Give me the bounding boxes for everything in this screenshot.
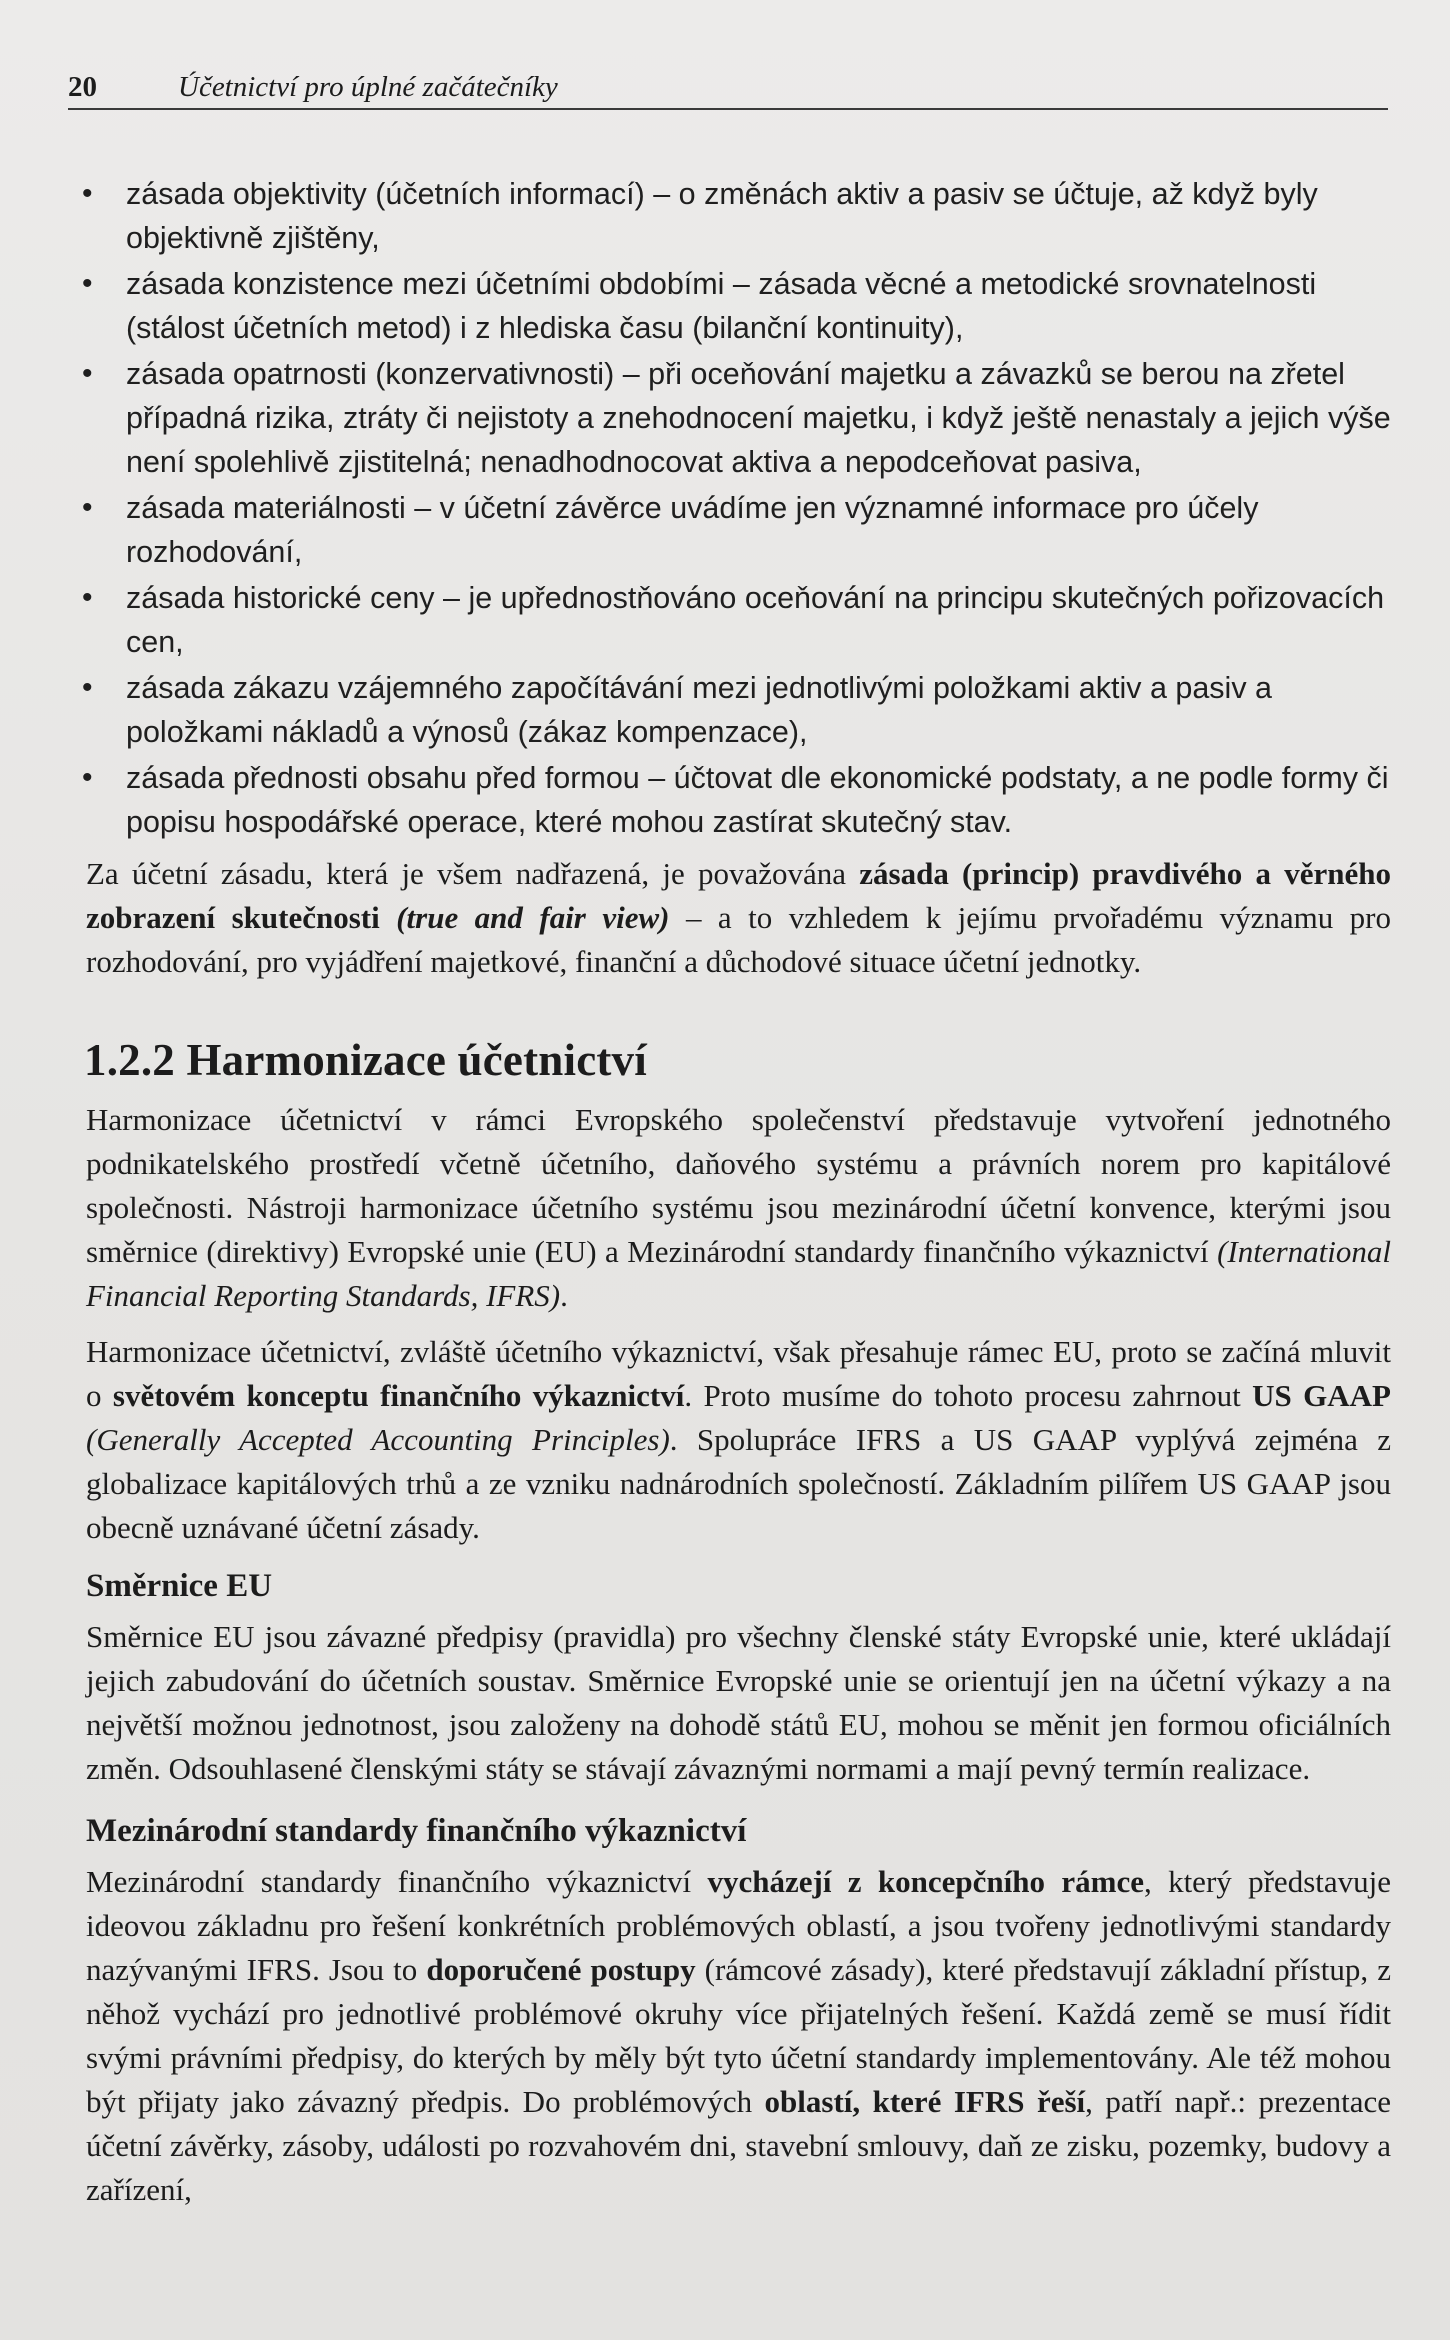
eu-directives-paragraph: Směrnice EU jsou závazné předpisy (pravidla) pro všechny členské státy Evropské unie, které ukládají jejich zabudování do účetních soustav. Směrnice Evropské unie se orientují jen na účetní výkazy a na největší možnou jednotnost, jsou založeny na dohodě států EU, mohou se měnit jen formou oficiálních změn. Odsouhlasené členskými státy se stávají závaznými normami a mají pevný termín realizace.	[86, 1619, 1391, 1786]
list-item: • zásada konzistence mezi účetními obdobími – zásada věcné a metodické srovnatelnosti (stálost účetních metod) i z hlediska času (bilanční kontinuity),	[86, 262, 1391, 350]
page-number: 20	[68, 71, 97, 103]
harmonization-paragraph-2: Harmonizace účetnictví, zvláště účetního výkaznictví, však přesahuje rámec EU, proto se začíná mluvit o světovém konceptu finančního výkaznictví. Proto musíme do tohoto procesu zahrnout US GAAP (Generally Accepted Accounting Principles). Spolupráce IFRS a US GAAP vyplývá zejména z globalizace kapitálových trhů a ze vzniku nadnárodních společností. Základním pilířem US GAAP jsou obecně uznávané účetní zásady.	[86, 1334, 1391, 1545]
section-heading: 1.2.2 Harmonizace účetnictví	[84, 1035, 647, 1085]
bullet-icon: •	[82, 761, 93, 794]
list-item: • zásada zákazu vzájemného započítávání mezi jednotlivými položkami aktiv a pasiv a položkami nákladů a výnosů (zákaz kompenzace),	[86, 666, 1391, 754]
list-item: • zásada přednosti obsahu před formou – účtovat dle ekonomické podstaty, a ne podle formy či popisu hospodářské operace, které mohou zastírat skutečný stav.	[86, 756, 1391, 844]
bullet-icon: •	[82, 491, 93, 524]
page-header	[68, 70, 1388, 110]
bullet-icon: •	[82, 357, 93, 390]
true-fair-view-paragraph: Za účetní zásadu, která je všem nadřazená, je považována zásada (princip) pravdivého a věrného zobrazení skutečnosti (true and fair view) – a to vzhledem k jejímu prvořadému významu pro rozhodování, pro vyjádření majetkové, finanční a důchodové situace účetní jednotky.	[86, 856, 1392, 979]
running-title: Účetnictví pro úplné začátečníky	[178, 71, 558, 103]
subheading-ifrs: Mezinárodní standardy finančního výkaznictví	[86, 1813, 747, 1849]
page-content	[82, 172, 1392, 2212]
bullet-icon: •	[82, 267, 93, 300]
bullet-icon: •	[82, 177, 93, 210]
list-item: • zásada historické ceny – je upřednostňováno oceňování na principu skutečných pořizovacích cen,	[86, 576, 1391, 664]
bullet-icon: •	[82, 581, 93, 614]
bullet-icon: •	[82, 671, 93, 704]
list-item: • zásada materiálnosti – v účetní závěrce uvádíme jen významné informace pro účely rozhodování,	[86, 486, 1391, 574]
principle-emphasis: zásada (princip) pravdivého a věrného zobrazení skutečnosti	[86, 856, 1392, 935]
principle-english-term: (true and fair view)	[379, 900, 670, 935]
ifrs-paragraph: Mezinárodní standardy finančního výkaznictví vycházejí z koncepčního rámce, který představuje ideovou základnu pro řešení konkrétních problémových oblastí, a jsou tvořeny jednotlivými standardy nazývanými IFRS. Jsou to doporučené postupy (rámcové zásady), které představují základní přístup, z něhož vychází pro jednotlivé problémové okruhy více přijatelných řešení. Každá země se musí řídit svými právními předpisy, do kterých by měly být tyto účetní standardy implementovány. Ale též mohou být přijaty jako závazný předpis. Do problémových oblastí, které IFRS řeší, patří např.: prezentace účetní závěrky, zásoby, události po rozvahovém dni, stavební smlouvy, daň ze zisku, pozemky, budovy a zařízení,	[86, 1864, 1392, 2207]
harmonization-paragraph-1: Harmonizace účetnictví v rámci Evropského společenství představuje vytvoření jednotného podnikatelského prostředí včetně účetního, daňového systému a právních norem pro kapitálové společnosti. Nástroji harmonizace účetního systému jsou mezinárodní účetní konvence, kterými jsou směrnice (direktivy) Evropské unie (EU) a Mezinárodní standardy finančního výkaznictví (International Financial Reporting Standards, IFRS).	[86, 1102, 1391, 1313]
list-item: • zásada opatrnosti (konzervativnosti) – při oceňování majetku a závazků se berou na zřetel případná rizika, ztráty či nejistoty a znehodnocení majetku, i když ještě nenastaly a jejich výše není spolehlivě zjistitelná; nenadhodnocovat aktiva a nepodceňovat pasiva,	[86, 352, 1391, 484]
list-item: • zásada objektivity (účetních informací) – o změnách aktiv a pasiv se účtuje, až když byly objektivně zjištěny,	[86, 172, 1391, 260]
principles-list	[82, 172, 1391, 844]
subheading-eu-directives: Směrnice EU	[86, 1568, 273, 1604]
